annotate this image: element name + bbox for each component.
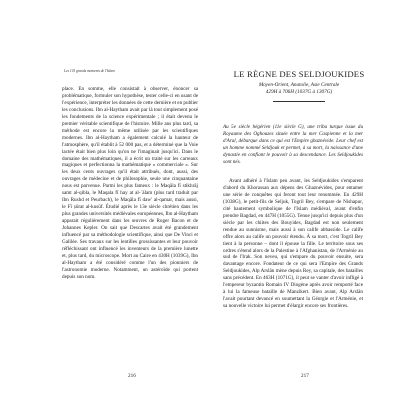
left-page-number: 216: [128, 373, 136, 379]
right-page-number: 217: [301, 373, 309, 379]
chapter-divider: [273, 101, 325, 102]
chapter-heading: [226, 69, 372, 102]
chapter-title: LE RÈGNE DES SELDJOUKIDES: [233, 69, 365, 79]
chapter-intro: [223, 124, 363, 165]
right-body-text: [223, 178, 363, 310]
chapter-dates: 429H à 706H (1037G à 1307G): [265, 88, 333, 95]
right-paragraph: Avant adhéré à l'Islam peu avant, les Seldjoukides s'emparent d'abord du Khorassan aux dépens des Ghaznévides, pour entamer une série de conquêtes qui feront tout leur renommée. En 429H (1038G), le petit-fils de Seljuk, Togril Bey, s'empare de Nishapur, cité hautement symbolique de l'Islam médiéval, avant d'enfin prendre Bagdad, en 447H (1055G). Tenue jusqu'ici depuis plus d'un siècle par les chiites des Bouyides, Bagdad est non seulement rendue au sunnisme, mais aussi à son calife abbasside. Le calife offre alors au calife un pouvoir étendu. À sa mort, c'est Togril Bey tient à la personne – dont il épouse la fille. Le territoire sous ses ordres s'étend alors de la Palestine à l'Afghanistan, de l'Arménie au sud de l'Irak. Son neveu, qui s'empare du pouvoir ensuite, sera davantage encore. Fondateur de ce qui sera l'Empire des Grands Seldjoukides, Alp Arslān mène depuis Rey, sa capitale, des batailles sans précédent. En 463H (1071G), il peut se vanter d'avoir infligé à l'empereur byzantin Romain IV Diogène après avoir remporté face à lui la fameuse bataille de Manzikert. Bien avant, Alp Arslān l'avait pourtant devancé en soumettant la Géorgie et l'Arménie, et sa nouvelle victoire lui permet d'élargir encore ses frontières.: [223, 178, 363, 310]
left-paragraph: place. En somme, elle consistait à observer, énoncer sa problématique, formuler son hypothèse, tester celle-ci en usant de l'expérience, interpréter les données de cette dernière et en publier les conclusions. Ibn al-Haytham avait par là tout simplement posé les fondements de la science expérimentale ; il était devenu le premier véritable scientifique de l'histoire. Mille ans plus tard, sa méthode est encore la même utilisée par les scientifiques modernes. Ibn al-Haytham a également calculé la hauteur de l'atmosphère, qu'il établit à 52 000 pas, et a déterminé que la Voie lactée était bien plus loin qu'on ne l'imaginait jusqu'ici. Dans le domaine des mathématiques, il a écrit un traité sur les carreaux magiques et perfectionna la mathématique « commerciale ». Sur les deux cents ouvrages qu'il était attribués, dont, aussi, des ouvrages de médecine et de philosophie, seule une cinquantaine nous est parvenue. Parmi les plus fameux : le Maqāla fī stikhrāj samt al-qibla, le Maqala fī hay at al-ʿālam (plus tard traduit par Ibn Rushd et Peurbach), le Maqāla fī daw' al-qamar, mais aussi, le Fī ṣūrat al-kusūf. Étudié après le 13e siècle chrétien dans les plus grandes universités médiévales européennes, Ibn al-Haytham apparait régulièrement dans les œuvres de Roger Bacon et de Johannes Kepler. On sait que Descartes avait été grandement influencé par sa méthodologie scientifique, ainsi que De Vinci et Galilée. Ses travaux sur les lentilles grossissantes et leur pouvoir réfléchissant ont influencé les inventeurs de la première lunette et, plus tard, du microscope. Mort au Caire en 430H (1039G), Ibn al-Haytham a été considéré comme l'un des pionniers de l'astronomie moderne. Notamment, un astéroïde qui portent depuis son nom.: [62, 86, 198, 280]
intro-paragraph: Au 5e siècle hégérien (11e siècle G), une tribu turque issue du Royaume des Oghouzes située entre la mer Caspienne et la mer d'Aral, débarque dans ce qui est l'Empire ghaznévide. Leur chef est un homme nommé Seldjouk et permet, à sa mort, la naissance d'une dynastie en confiant le pouvoir à sa descendance. Les Seldjoukides sont nés.: [223, 124, 363, 165]
left-body-text: [62, 86, 198, 281]
chapter-place: Moyen-Orient, Anatolie, Asie Centrale: [258, 82, 340, 88]
running-head: Les 101 grands moments de l'Islam: [64, 69, 115, 73]
